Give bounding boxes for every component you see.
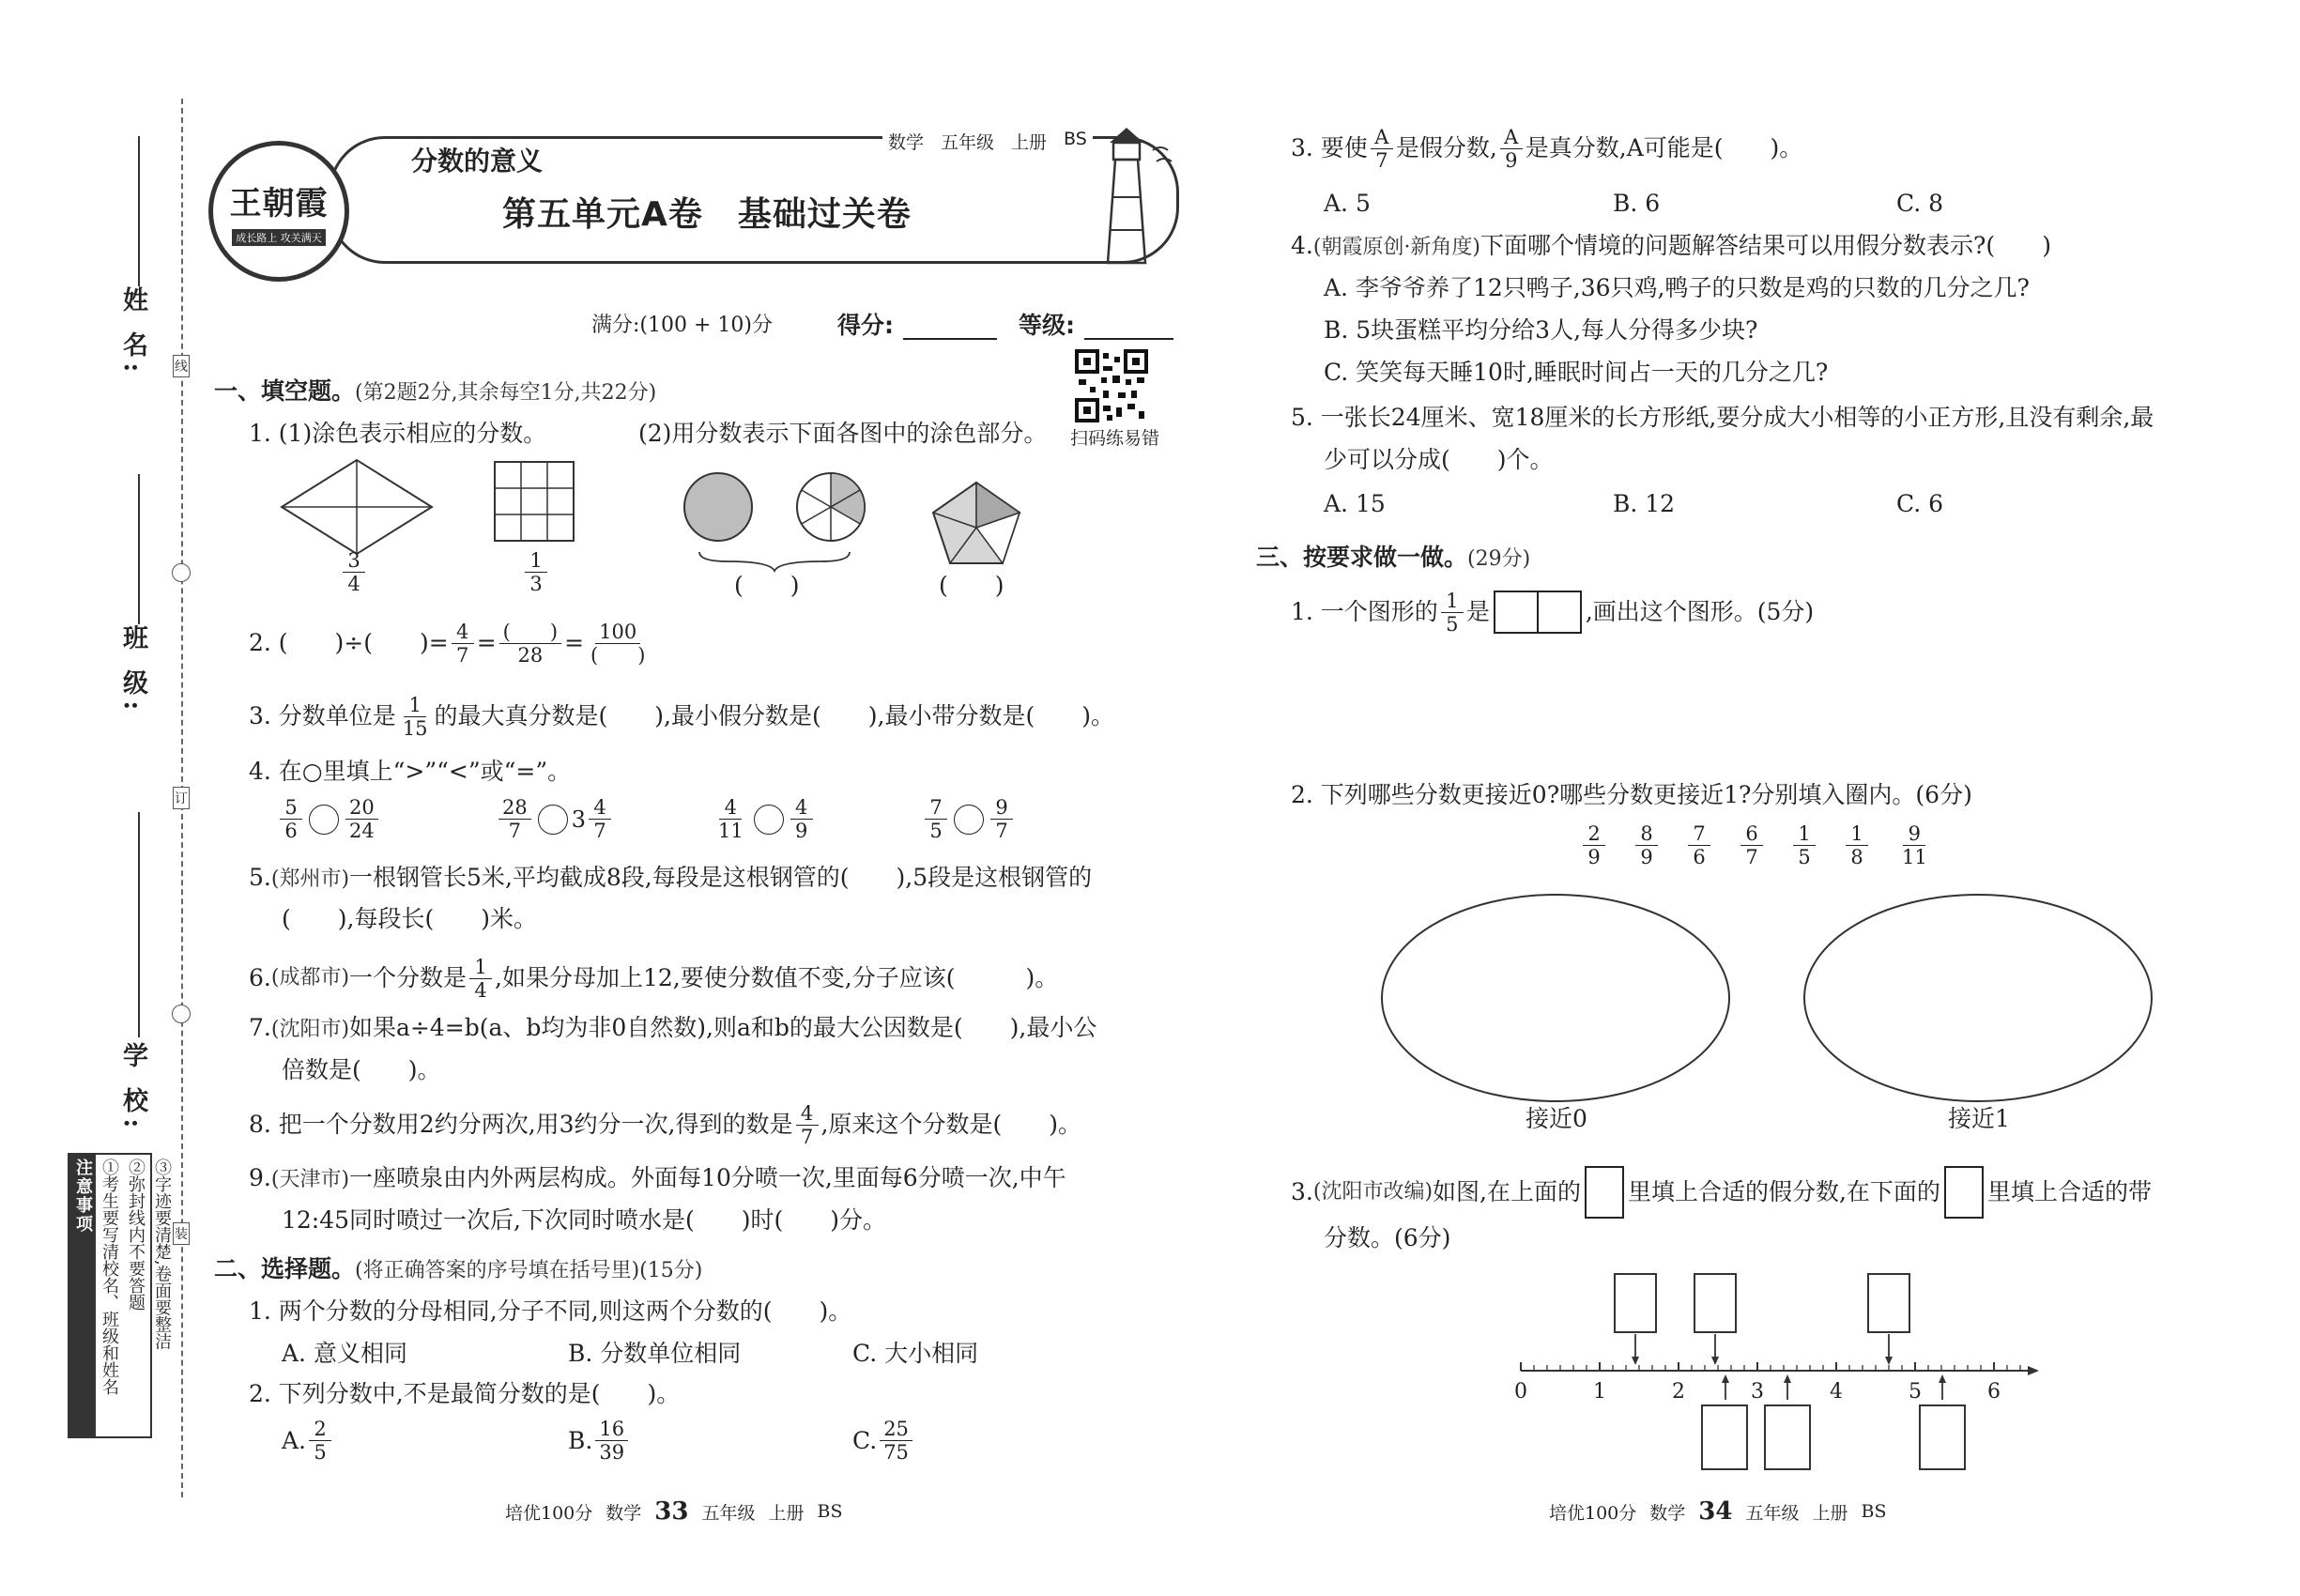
grade-level-label: 等级: — [1019, 312, 1075, 339]
volume-tag: 上册 — [1011, 132, 1048, 153]
fraction-item: $\frac{9}{11}$ — [1902, 822, 1927, 868]
inline-box — [1585, 1166, 1624, 1219]
page-number-left: 33 — [654, 1497, 689, 1526]
lower-answer-box[interactable] — [1702, 1405, 1747, 1469]
grade-tag: 五年级 — [941, 132, 995, 153]
q2-fraction-1: $\frac{4}{7}$ — [452, 621, 474, 667]
subject-tag: 数学 — [888, 132, 925, 153]
school-label: 学 校: — [118, 1042, 147, 1134]
answer-ellipses — [1380, 890, 2169, 1115]
q2-3-option-b[interactable]: B. 6 — [1613, 190, 1661, 217]
notice-box — [68, 1153, 172, 1438]
fraction-item: $\frac{8}{9}$ — [1635, 822, 1658, 868]
question-3-3: 3. (沈阳市改编) 如图,在上面的 里填上合适的假分数,在下面的 里填上合适的带 — [1291, 1164, 2152, 1220]
edition-tag: BS — [1064, 129, 1087, 149]
diamond-fraction: $\frac{3}{4}$ — [340, 549, 368, 595]
question-2-5-line1: 5. 一张长24厘米、宽18厘米的长方形纸,要分成大小相等的小正方形,且没有剩余,最 — [1291, 404, 2154, 431]
fraction-item: $\frac{2}{9}$ — [1583, 822, 1605, 868]
q3-2-fractions — [1580, 822, 1934, 868]
ellipse-near-zero[interactable] — [1382, 895, 1729, 1101]
notice-title: 注意事项 — [69, 1155, 96, 1436]
compare-circle[interactable] — [538, 805, 568, 835]
q4-compare-4: $\frac{7}{5}$ $\frac{9}{7}$ — [922, 796, 1016, 842]
q2-1-option-a[interactable]: A. 意义相同 — [282, 1340, 407, 1367]
question-3-1: 1. 一个图形的 $\frac{1}{5}$ 是 ,画出这个图形。(5分) — [1291, 589, 1815, 636]
compare-circle[interactable] — [309, 805, 339, 835]
upper-answer-box[interactable] — [1615, 1274, 1656, 1332]
q2-fraction-2: $\frac{( )}{28}$ — [499, 621, 561, 667]
label-near-zero: 接近0 — [1526, 1105, 1587, 1132]
footer-right: 培优100分 数学 34 五年级 上册 BS — [1549, 1497, 1887, 1526]
grade-level-field[interactable] — [1084, 338, 1173, 340]
q2-5-option-a[interactable]: A. 15 — [1324, 490, 1386, 517]
pentagon-answer-blank[interactable]: ( ) — [939, 572, 1004, 599]
q4-compare-2: $\frac{28}{7}$ 3 $\frac{4}{7}$ — [496, 796, 614, 842]
q2-1-option-c[interactable]: C. 大小相同 — [852, 1340, 979, 1367]
q2-1-option-b[interactable]: B. 分数单位相同 — [568, 1340, 742, 1367]
fraction-item: $\frac{1}{5}$ — [1793, 822, 1816, 868]
tick-label: 6 — [1987, 1380, 2001, 1404]
subject-tags — [882, 129, 1093, 154]
question-2-4: 4.(朝霞原创·新角度)下面哪个情境的问题解答结果可以用假分数表示?( ) — [1291, 232, 2051, 259]
section1-heading — [214, 376, 656, 409]
tick-label: 5 — [1909, 1380, 1922, 1404]
fraction-item: $\frac{1}{8}$ — [1846, 822, 1868, 868]
fraction-item: $\frac{6}{7}$ — [1740, 822, 1763, 868]
upper-answer-box[interactable] — [1868, 1274, 1909, 1332]
score-label: 得分: — [837, 312, 894, 339]
q2-prefix: 2. ( )÷( )= — [249, 629, 449, 656]
qr-caption: 扫码练易错 — [1070, 428, 1160, 449]
notice-item-1: ①考生要写清校名、班级和姓名 — [100, 1159, 119, 1395]
q2-3-option-c[interactable]: C. 8 — [1896, 190, 1944, 217]
binding-hole-2 — [172, 1005, 191, 1023]
question-1-9-line2: 12:45同时喷过一次后,下次同时喷水是( )时( )分。 — [282, 1206, 887, 1234]
page-number-right: 34 — [1698, 1497, 1733, 1526]
drawing-area[interactable] — [1291, 648, 2230, 760]
q2-5-option-b[interactable]: B. 12 — [1613, 490, 1676, 517]
q4-compare-3: $\frac{4}{11}$ $\frac{4}{9}$ — [712, 796, 816, 842]
qr-code-icon[interactable] — [1075, 349, 1148, 422]
question-1-2 — [249, 615, 652, 671]
upper-answer-box[interactable] — [1694, 1274, 1736, 1332]
label-near-one: 接近1 — [1948, 1105, 2010, 1132]
q2-4-option-c[interactable]: C. 笑笑每天睡10时,睡眠时间占一天的几分之几? — [1324, 359, 1829, 386]
school-line — [138, 812, 140, 1037]
diamond-figure — [277, 455, 437, 559]
full-score: 满分:(100 + 10)分 — [591, 314, 773, 337]
section1-title: 一、填空题。 — [214, 377, 356, 405]
q2-4-option-b[interactable]: B. 5块蛋糕平均分给3人,每人分得多少块? — [1324, 316, 1758, 344]
q2-equals-2: = — [564, 629, 585, 656]
brand-logo — [208, 141, 349, 282]
question-2-5-line2: 少可以分成( )个。 — [1324, 446, 1554, 473]
tick-label: 2 — [1672, 1380, 1685, 1404]
question-3-3-line2: 分数。(6分) — [1324, 1224, 1451, 1251]
question-1-7-line1: 7.(沈阳市)如果a÷4=b(a、b均为非0自然数),则a和b的最大公因数是( ),最小公 — [249, 1014, 1097, 1041]
q3-text-b: 的最大真分数是( ),最小假分数是( ),最小带分数是( )。 — [434, 702, 1114, 729]
question-1-6: 6. (成都市) 一个分数是 $\frac{1}{4}$ ,如果分母加上12,要使分数值不变,分子应该( )。 — [249, 955, 1059, 1002]
page-title: 第五单元A卷 基础过关卷 — [502, 195, 912, 234]
class-label: 班 级: — [118, 624, 147, 716]
question-2-2: 2. 下列分数中,不是最简分数的是( )。 — [249, 1380, 681, 1407]
question-1-4-text: 4. 在○里填上“>”“<”或“=”。 — [249, 758, 572, 785]
q1-1-text: 1. (1)涂色表示相应的分数。 — [249, 420, 547, 447]
section1-note: (第2题2分,其余每空1分,共22分) — [355, 381, 657, 405]
question-1-8: 8. 把一个分数用2约分两次,用3约分一次,得到的数是 $\frac{4}{7}$ ,原来这个分数是( )。 — [249, 1101, 1081, 1148]
q3-fraction: $\frac{1}{15}$ — [402, 693, 428, 740]
fraction-item: $\frac{7}{6}$ — [1688, 822, 1710, 868]
topic-label: 分数的意义 — [411, 146, 544, 176]
question-2-3: 3. 要使 $\frac{A}{7}$ 是假分数, $\frac{A}{9}$ 是真分数,A可能是( )。 — [1291, 125, 1803, 172]
notice-item-2: ②弥封线内不要答题 — [126, 1159, 146, 1311]
tick-label: 4 — [1830, 1380, 1843, 1404]
question-1-3 — [249, 688, 1114, 744]
lower-answer-box[interactable] — [1765, 1405, 1810, 1469]
q2-2-option-a[interactable]: A. $\frac{2}{5}$ — [282, 1418, 334, 1464]
compare-circle[interactable] — [954, 805, 984, 835]
circles-answer-blank[interactable]: ( ) — [734, 572, 800, 599]
question-1-9-line1: 9.(天津市)一座喷泉由内外两层构成。外面每10分喷一次,里面每6分喷一次,中午 — [249, 1164, 1066, 1191]
tick-label: 0 — [1514, 1380, 1527, 1404]
binding-mark-middle: 订 — [173, 787, 190, 809]
binding-hole-1 — [172, 563, 191, 582]
brand-logo-slogan: 成长路上 攻关满天 — [232, 229, 326, 246]
question-1-7-line2: 倍数是( )。 — [282, 1056, 441, 1083]
ellipse-near-one[interactable] — [1804, 895, 2152, 1101]
question-1-5-line1: 5.(郑州市)一根钢管长5米,平均截成8段,每段是这根钢管的( ),5段是这根钢管的 — [249, 864, 1093, 891]
q2-4-option-a[interactable]: A. 李爷爷养了12只鸭子,36只鸡,鸭子的只数是鸡的只数的几分之几? — [1324, 274, 2030, 301]
q1-2-text: (2)用分数表示下面各图中的涂色部分。 — [638, 420, 1048, 447]
number-line-diagram — [1502, 1263, 2047, 1479]
class-line — [138, 474, 140, 624]
grid-figure — [493, 460, 575, 543]
binding-mark-top: 线 — [173, 355, 190, 377]
question-1-5-line2: ( ),每段长( )米。 — [282, 905, 537, 932]
q2-3-option-a[interactable]: A. 5 — [1324, 190, 1371, 217]
q3-text-a: 3. 分数单位是 — [249, 702, 396, 729]
q2-fraction-3: $\frac{100}{( )}$ — [590, 620, 646, 667]
footer-left: 培优100分 数学 33 五年级 上册 BS — [505, 1497, 843, 1526]
tick-label: 3 — [1751, 1380, 1764, 1404]
lighthouse-icon — [1080, 122, 1183, 272]
q2-2-option-c[interactable]: C. $\frac{25}{75}$ — [852, 1418, 915, 1464]
section2-heading: 二、选择题。(将正确答案的序号填在括号里)(15分) — [214, 1255, 703, 1282]
name-label: 姓 名: — [118, 286, 147, 378]
q2-2-option-b[interactable]: B. $\frac{16}{39}$ — [568, 1418, 631, 1464]
shaded-pentagon-figure — [929, 479, 1023, 568]
shaded-circles-figure — [681, 469, 868, 573]
score-field[interactable] — [903, 338, 997, 340]
inline-box — [1944, 1166, 1984, 1219]
question-3-2: 2. 下列哪些分数更接近0?哪些分数更接近1?分别填入圈内。(6分) — [1291, 781, 1972, 808]
q2-equals-1: = — [476, 629, 497, 656]
q4-compare-1: $\frac{5}{6}$ $\frac{20}{24}$ — [277, 796, 381, 842]
question-2-1: 1. 两个分数的分母相同,分子不同,则这两个分数的( )。 — [249, 1297, 852, 1325]
name-line — [138, 136, 140, 286]
grid-fraction: $\frac{1}{3}$ — [522, 549, 550, 595]
q2-5-option-c[interactable]: C. 6 — [1896, 490, 1944, 517]
notice-item-3: ③字迹要清楚,卷面要整洁 — [152, 1159, 172, 1350]
lower-answer-box[interactable] — [1920, 1405, 1965, 1469]
section3-heading: 三、按要求做一做。(29分) — [1256, 544, 1531, 571]
brand-logo-text: 王朝霞 — [229, 184, 329, 223]
binding-mark-bottom: 装 — [173, 1222, 190, 1245]
tick-label: 1 — [1593, 1380, 1606, 1404]
compare-circle[interactable] — [754, 805, 784, 835]
partial-figure — [1494, 591, 1582, 634]
